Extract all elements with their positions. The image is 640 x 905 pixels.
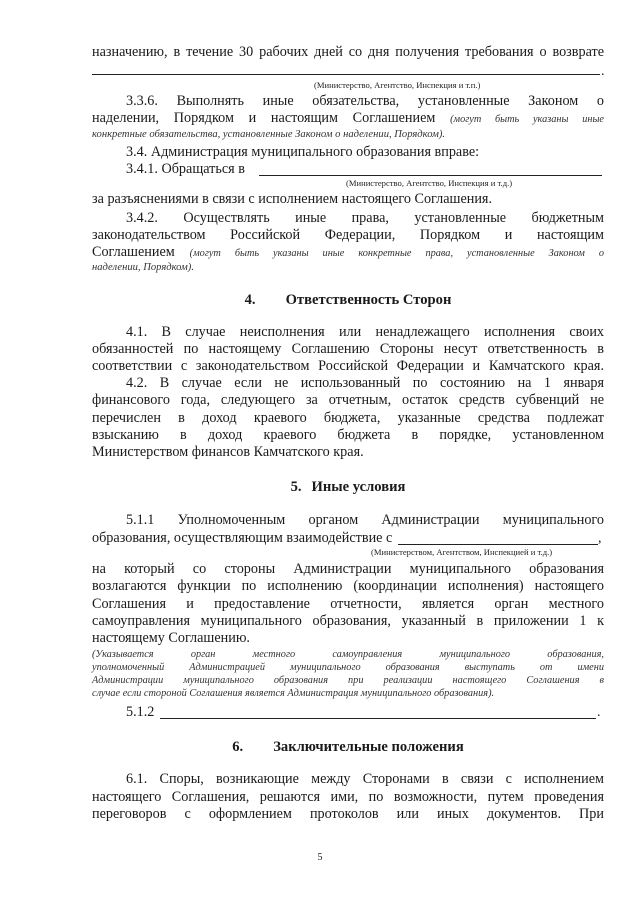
text-line: 3.4.2. Осуществлять иные права, установленные бюджетным <box>126 210 604 226</box>
text-line: 3.4.1. Обращаться в <box>126 161 245 177</box>
text-line: за разъяснениями в связи с исполнением настоящего Соглашения. <box>92 191 492 207</box>
text-line: самоуправления муниципального образования, указанный в приложении 1 к <box>92 613 604 629</box>
text-line: обязанностей по настоящему Соглашению Стороны несут ответственность в <box>92 341 604 357</box>
blank-line <box>259 175 602 176</box>
text-line: переговоров с оформлением протоколов или иных документов. При <box>92 806 604 822</box>
field-note: (Министерство, Агентство, Инспекция и т.д.) <box>346 178 513 188</box>
text-line: 4.1. В случае неисполнения или ненадлежащего исполнения своих <box>126 324 604 340</box>
text-line: на который со стороны Администрации муниципального образования <box>92 561 604 577</box>
section-heading-5: 5. Иные условия <box>290 479 406 495</box>
text-line: перечислен в доход краевого бюджета, указанные средства подлежат <box>92 410 604 426</box>
field-note: (Министерством, Агентством, Инспекцией и т.д.) <box>371 547 553 557</box>
text-line: назначению, в течение 30 рабочих дней со дня получения требования о возврате <box>92 44 604 60</box>
text-line: настоящему Соглашению. <box>92 630 250 646</box>
italic-note: уполномоченный Администрацией муниципального образования выступать от имени <box>92 662 604 673</box>
italic-note: наделении, Порядком). <box>92 262 194 273</box>
text-line: 3.3.6. Выполнять иные обязательства, установленные Законом о <box>126 93 604 109</box>
text-line: 5.1.1 Уполномоченным органом Администрации муниципального <box>126 512 604 528</box>
text-line: 3.4. Администрация муниципального образования вправе: <box>126 144 480 160</box>
field-note: (Министерство, Агентство, Инспекция и т.п.) <box>314 80 481 90</box>
text-line: соответствии с законодательством Российской Федерации и Камчатского края. <box>92 358 604 374</box>
text-line: Соглашением (могут быть указаны иные конкретные права, установленные Законом о <box>92 244 604 260</box>
text-line: настоящего Соглашения, решаются ими, по возможности, путем проведения <box>92 789 604 805</box>
italic-note: случае если стороной Соглашения является Администрация муниципального образования). <box>92 688 495 699</box>
section-heading-6: 6. Заключительные положения <box>232 739 464 755</box>
blank-line <box>160 718 596 719</box>
blank-line <box>398 544 598 545</box>
text-line: 6.1. Споры, возникающие между Сторонами в связи с исполнением <box>126 771 604 787</box>
blank-line <box>92 74 600 75</box>
page-number: 5 <box>317 852 323 863</box>
text-line: наделении, Порядком и настоящим Соглашением (могут быть указаны иные <box>92 110 605 126</box>
text-line: Министерством финансов Камчатского края. <box>92 444 364 460</box>
italic-note: Администрации муниципального образования при реализации настоящего Соглашения в <box>92 675 604 686</box>
text-line: взысканию в доход краевого бюджета в порядке, установленном <box>92 427 604 443</box>
text-line: законодательством Российской Федерации, Порядком и настоящим <box>92 227 604 243</box>
section-heading-4: 4. Ответственность Сторон <box>244 292 452 308</box>
text-line: финансового года, следующего за отчетным, остаток средств субвенций не <box>92 392 604 408</box>
text-line: 5.1.2 <box>126 704 155 720</box>
text-line: возлагаются функции по исполнению (координации исполнения) настоящего <box>92 578 604 594</box>
text-line: образования, осуществляющим взаимодействие с <box>92 530 393 546</box>
document-page: назначению, в течение 30 рабочих дней со дня получения требования о возврате . (Министерство, Агентство, Инспекция и т.п.) 3.3.6. Выполнять иные обязательства, установленные Законом о наделении, Порядком и настоящим Соглашением (могут быть указаны иные конкретные обязательства, установленные Законом о наделении, Порядком). 3.4. Администрация муниципального образования вправе: 3.4.1. Обращаться в (Министерство, Агентство, Инспекция и т.д.) за разъяснениями в связи с исполнением настоящего Соглашения. 3.4.2. Осуществлять иные права, установленные бюджетным законодательством Российской Федерации, Порядком и настоящим Соглашением (могут быть указаны иные конкретные права, установленные Законом о наделении, Порядком). 4. Ответственность Сторон 4.1. В случае неисполнения или ненадлежащего исполнения своих обязанностей по настоящему Соглашению Стороны несут ответственность в соответствии с законодательством Российской Федерации и Камчатского края. 4.2. В случае если не использованный по состоянию на 1 января финансового года, следующего за отчетным, остаток средств субвенций не перечислен в доход краевого бюджета, указанные средства подлежат взысканию в доход краевого бюджета в порядке, установленном Министерством финансов Камчатского края. 5. Иные условия 5.1.1 Уполномоченным органом Администрации муниципального образования, осуществляющим взаимодействие с , (Министерством, Агентством, Инспекцией и т.д.) на который со стороны Администрации муниципального образования возлагаются функции по исполнению (координации исполнения) настоящего Соглашения и предоставление отчетности, является орган местного самоуправления муниципального образования, указанный в приложении 1 к настоящему Соглашению. (Указывается орган местного самоуправления муниципального образования, уполномоченный Администрацией муниципального образования выступать от имени Администрации муниципального образования при реализации настоящего Соглашения в случае если стороной Соглашения является Администрация муниципального образования). 5.1.2 . 6. Заключительные положения 6.1. Споры, возникающие между Сторонами в связи с исполнением настоящего Соглашения, решаются ими, по возможности, путем проведения переговоров с оформлением протоколов или иных документов. При 5 <box>0 0 640 905</box>
italic-note: конкретные обязательства, установленные Законом о наделении, Порядком). <box>92 129 446 140</box>
text-line: 4.2. В случае если не использованный по состоянию на 1 января <box>126 375 604 391</box>
text-line: Соглашения и предоставление отчетности, является орган местного <box>92 596 604 612</box>
italic-note: (Указывается орган местного самоуправления муниципального образования, <box>92 649 604 660</box>
